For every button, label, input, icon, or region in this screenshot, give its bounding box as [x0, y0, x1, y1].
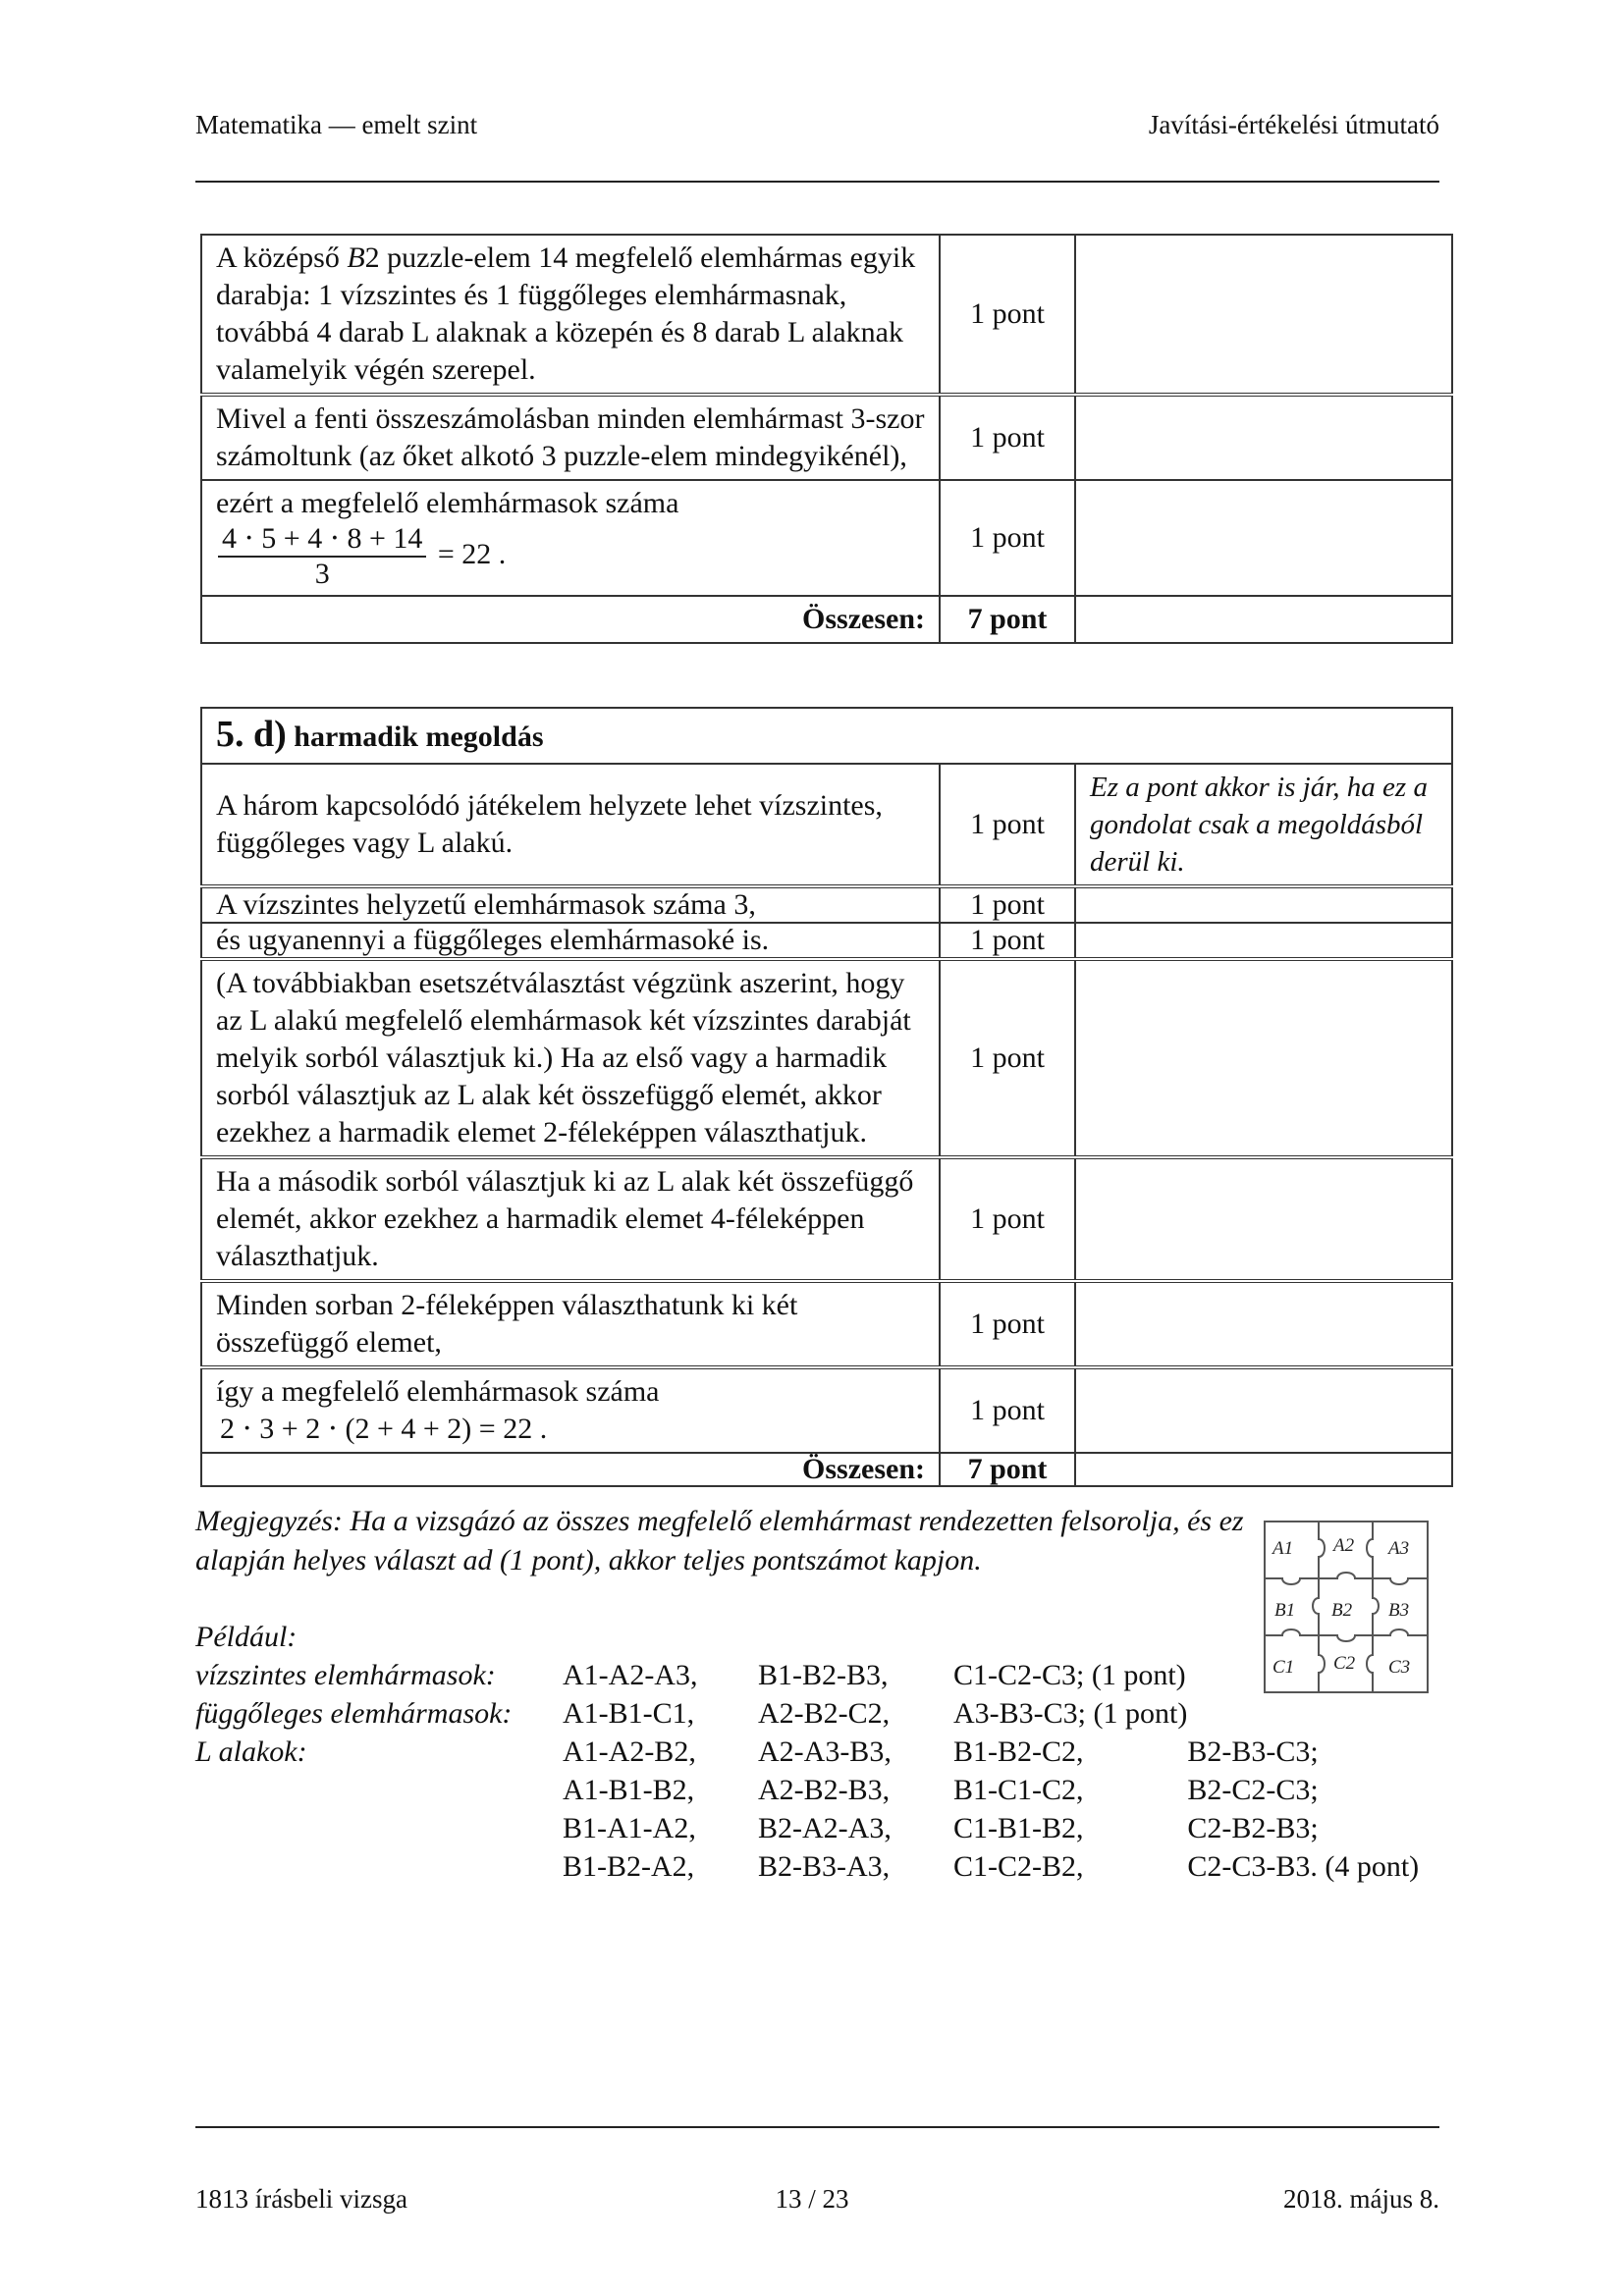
grading-remark: Megjegyzés: Ha a vizsgázó az összes megfelelő elemhármast rendezetten felsorolja, és ez alapján helyes választ ad (1 pont), akkor teljes pontszámot kapjon.: [195, 1505, 1244, 1576]
example-item: B1-B2-C2,: [953, 1735, 1084, 1768]
example-item: A3-B3-C3; (1 pont): [953, 1697, 1188, 1730]
table-row: [201, 235, 1452, 395]
table-row: [201, 764, 1452, 886]
page-number: 13 / 23: [775, 2184, 849, 2214]
example-item: B1-B2-B3,: [758, 1659, 889, 1691]
puzzle-label: A3: [1388, 1538, 1410, 1559]
example-item: A1-A2-A3,: [563, 1659, 698, 1691]
step-text: A három kapcsolódó játékelem helyzete lehet vízszintes, függőleges vagy L alakú.: [201, 764, 940, 886]
step-points: 1 pont: [940, 1157, 1075, 1281]
puzzle-label: B2: [1331, 1600, 1353, 1621]
table-row: [201, 1367, 1452, 1453]
step-text: így a megfelelő elemhármasok száma 2 ⋅ 3 + 2 ⋅ (2 + 4 + 2) = 22 .: [201, 1367, 940, 1453]
total-points: 7 pont: [940, 1453, 1075, 1486]
footer-exam-id: 1813 írásbeli vizsga: [195, 2184, 407, 2214]
example-item: B2-A2-A3,: [758, 1812, 892, 1844]
example-item: B2-C2-C3;: [1187, 1774, 1319, 1806]
step-points: 1 pont: [940, 764, 1075, 886]
scoring-table-continued: [200, 234, 1453, 644]
formula: 2 ⋅ 3 + 2 ⋅ (2 + 4 + 2) = 22 .: [220, 1413, 548, 1445]
step-note: [1075, 235, 1452, 395]
section-title-row: [201, 708, 1452, 764]
footer-date: 2018. május 8.: [1283, 2184, 1439, 2214]
example-label: függőleges elemhármasok:: [195, 1697, 513, 1730]
example-item: A1-A2-B2,: [563, 1735, 696, 1768]
table-row: [201, 395, 1452, 480]
example-row: [195, 1809, 1419, 1847]
example-item: C2-C3-B3. (4 pont): [1187, 1850, 1420, 1883]
step-points: 1 pont: [940, 395, 1075, 480]
step-points: 1 pont: [940, 886, 1075, 923]
step-note: [1075, 480, 1452, 596]
step-text: A vízszintes helyzetű elemhármasok száma 3,: [201, 886, 940, 923]
scoring-table-5d: [200, 707, 1453, 1487]
table-row: [201, 480, 1452, 596]
puzzle-label: B3: [1388, 1600, 1410, 1621]
step-text: és ugyanennyi a függőleges elemhármasoké is.: [201, 923, 940, 959]
example-row: [195, 1771, 1419, 1809]
section-title: 5. d) harmadik megoldás: [201, 708, 1452, 764]
table-row: [201, 923, 1452, 959]
header-subject: Matematika — emelt szint: [195, 110, 478, 139]
step-note: [1075, 395, 1452, 480]
puzzle-label: A1: [1272, 1538, 1294, 1559]
table-row: [201, 886, 1452, 923]
step-points: 1 pont: [940, 480, 1075, 596]
step-text: (A továbbiakban esetszétválasztást végzünk aszerint, hogy az L alakú megfelelő elemhármasok két vízszintes darabját melyik sorból választjuk ki.) Ha az első vagy a harmadik sorból választjuk az L alak két összefüggő elemét, akkor ezekhez a harmadik elemet 2-féleképpen választhatjuk.: [201, 959, 940, 1157]
step-points: 1 pont: [940, 959, 1075, 1157]
example-item: [1187, 1694, 1419, 1733]
example-item: [1187, 1656, 1419, 1694]
step-note: [1075, 1367, 1452, 1453]
step-points: 1 pont: [940, 235, 1075, 395]
step-text: Mivel a fenti összeszámolásban minden elemhármast 3-szor számoltunk (az őket alkotó 3 puzzle-elem mindegyikénél),: [201, 395, 940, 480]
example-item: B1-A1-A2,: [563, 1812, 696, 1844]
example-label: vízszintes elemhármasok:: [195, 1659, 496, 1691]
example-item: B2-B3-A3,: [758, 1850, 891, 1883]
table-row: [201, 959, 1452, 1157]
step-text: Ha a második sorból választjuk ki az L alak két összefüggő elemét, akkor ezekhez a harmadik elemet 4-féleképpen választhatjuk.: [201, 1157, 940, 1281]
puzzle-label: B1: [1274, 1600, 1296, 1621]
example-label: [195, 1847, 563, 1886]
table-row: [201, 1157, 1452, 1281]
example-item: B1-B2-A2,: [563, 1850, 695, 1883]
footer-rule: [195, 2126, 1439, 2128]
example-item: B1-C1-C2,: [953, 1774, 1084, 1806]
puzzle-label: C1: [1272, 1657, 1295, 1678]
example-item: C1-B1-B2,: [953, 1812, 1084, 1844]
step-text: Minden sorban 2-féleképpen választhatunk ki két összefüggő elemet,: [201, 1281, 940, 1367]
total-note: [1075, 596, 1452, 643]
step-note: Ez a pont akkor is jár, ha ez a gondolat csak a megoldásból derül ki.: [1075, 764, 1452, 886]
step-points: 1 pont: [940, 1367, 1075, 1453]
example-label: L alakok:: [195, 1735, 307, 1768]
step-note: [1075, 1157, 1452, 1281]
total-label: Összesen:: [201, 1453, 940, 1486]
step-note: [1075, 923, 1452, 959]
example-item: C1-C2-B2,: [953, 1850, 1084, 1883]
example-row: [195, 1694, 1419, 1733]
example-item: A1-B1-B2,: [563, 1774, 695, 1806]
step-text: ezért a megfelelő elemhármasok száma $\frac{4 \cdot 5 + 4 \cdot 8 + 14}{3}$ = 22 .: [201, 480, 940, 596]
example-item: A1-B1-C1,: [563, 1697, 695, 1730]
example-item: C1-C2-C3; (1 pont): [953, 1659, 1186, 1691]
header-rule: [195, 181, 1439, 183]
puzzle-label: A2: [1333, 1535, 1355, 1556]
example-item: A2-B2-B3,: [758, 1774, 891, 1806]
step-points: 1 pont: [940, 923, 1075, 959]
step-note: [1075, 959, 1452, 1157]
examples-list: [195, 1656, 1419, 1886]
example-item: C2-B2-B3;: [1187, 1812, 1319, 1844]
formula: $\frac{4 \cdot 5 + 4 \cdot 8 + 14}{3}$ = 22 .: [216, 522, 925, 591]
total-points: 7 pont: [940, 596, 1075, 643]
total-note: [1075, 1453, 1452, 1486]
total-label: Összesen:: [201, 596, 940, 643]
total-row: [201, 1453, 1452, 1486]
example-item: A2-B2-C2,: [758, 1697, 891, 1730]
step-note: [1075, 886, 1452, 923]
example-item: A2-A3-B3,: [758, 1735, 892, 1768]
example-item: B2-B3-C3;: [1187, 1735, 1319, 1768]
step-note: [1075, 1281, 1452, 1367]
puzzle-label: C3: [1388, 1657, 1411, 1678]
example-row: [195, 1847, 1419, 1886]
examples-intro: Például:: [195, 1621, 298, 1653]
example-label: [195, 1809, 563, 1847]
puzzle-label: C2: [1333, 1653, 1356, 1674]
example-row: [195, 1733, 1419, 1771]
step-text: A középső B2 puzzle-elem 14 megfelelő elemhármas egyik darabja: 1 vízszintes és 1 függőleges elemhármasnak, továbbá 4 darab L alaknak a közepén és 8 darab L alaknak valamelyik végén szerepel.: [201, 235, 940, 395]
table-row: [201, 1281, 1452, 1367]
total-row: [201, 596, 1452, 643]
example-label: [195, 1771, 563, 1809]
header-doc-type: Javítási-értékelési útmutató: [1148, 110, 1439, 139]
step-points: 1 pont: [940, 1281, 1075, 1367]
example-row: [195, 1656, 1419, 1694]
